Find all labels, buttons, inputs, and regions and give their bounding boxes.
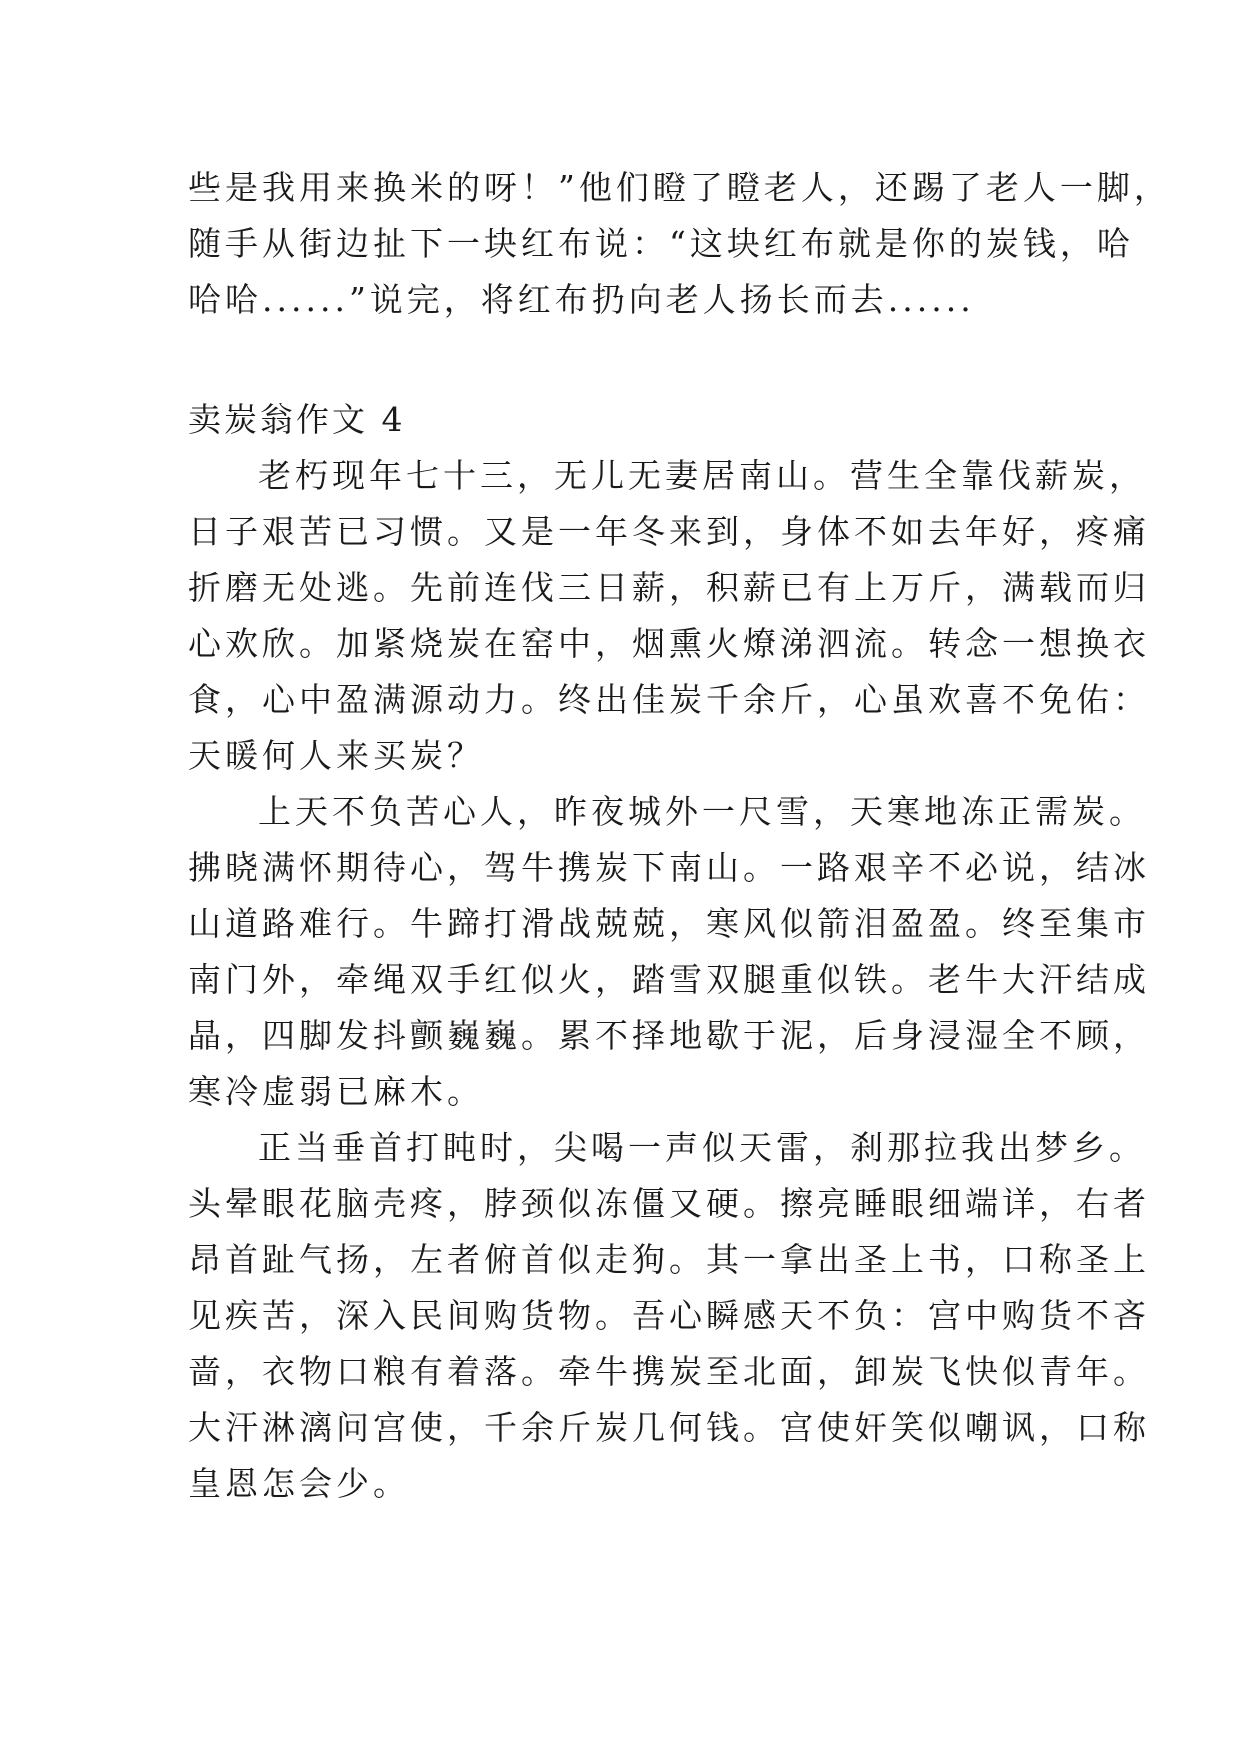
text-line: 大汗淋漓问宫使，千余斤炭几何钱。宫使奸笑似嘲讽，口称 <box>188 1408 1150 1447</box>
text-line: 皇恩怎会少。 <box>188 1464 410 1503</box>
section-title: 卖炭翁作文 4 <box>188 400 406 439</box>
text-line: 日子艰苦已习惯。又是一年冬来到，身体不如去年好，疼痛 <box>188 512 1150 551</box>
text-line: 啬，衣物口粮有着落。牵牛携炭至北面，卸炭飞快似青年。 <box>188 1352 1150 1391</box>
continuation-paragraph <box>188 160 1171 328</box>
text-line: 昂首趾气扬，左者俯首似走狗。其一拿出圣上书，口称圣上 <box>188 1240 1150 1279</box>
text-line: 拂晓满怀期待心，驾牛携炭下南山。一路艰辛不必说，结冰 <box>188 848 1150 887</box>
text-line: 折磨无处逃。先前连伐三日薪，积薪已有上万斤，满载而归 <box>188 568 1150 607</box>
text-line: 正当垂首打盹时，尖喝一声似天雷，刹那拉我出梦乡。 <box>258 1128 1146 1167</box>
text-line: 天暖何人来买炭？ <box>188 736 484 775</box>
text-line: 上天不负苦心人，昨夜城外一尺雪，天寒地冻正需炭。 <box>258 792 1146 831</box>
text-line: 南门外，牵绳双手红似火，踏雪双腿重似铁。老牛大汗结成 <box>188 960 1150 999</box>
text-line: 见疾苦，深入民间购货物。吾心瞬感天不负：宫中购货不吝 <box>188 1296 1150 1335</box>
text-line: 随手从街边扯下一块红布说：“这块红布就是你的炭钱，哈 <box>188 224 1134 263</box>
paragraph-1 <box>188 448 1150 784</box>
paragraph-2 <box>188 784 1150 1120</box>
text-line: 头晕眼花脑壳疼，脖颈似冻僵又硬。擦亮睡眼细端详，右者 <box>188 1184 1150 1223</box>
text-line: 哈哈......”说完，将红布扔向老人扬长而去...... <box>188 280 975 319</box>
essay-body <box>188 448 1150 1512</box>
text-line: 老朽现年七十三，无儿无妻居南山。营生全靠伐薪炭， <box>258 456 1146 495</box>
text-line: 些是我用来换米的呀！”他们瞪了瞪老人，还踢了老人一脚， <box>188 168 1171 207</box>
text-line: 食，心中盈满源动力。终出佳炭千余斤，心虽欢喜不免佑： <box>188 680 1150 719</box>
text-line: 山道路难行。牛蹄打滑战兢兢，寒风似箭泪盈盈。终至集市 <box>188 904 1150 943</box>
text-line: 心欢欣。加紧烧炭在窑中，烟熏火燎涕泗流。转念一想换衣 <box>188 624 1150 663</box>
paragraph-3 <box>188 1120 1150 1512</box>
text-line: 晶，四脚发抖颤巍巍。累不择地歇于泥，后身浸湿全不顾， <box>188 1016 1150 1055</box>
text-line: 寒冷虚弱已麻木。 <box>188 1072 484 1111</box>
